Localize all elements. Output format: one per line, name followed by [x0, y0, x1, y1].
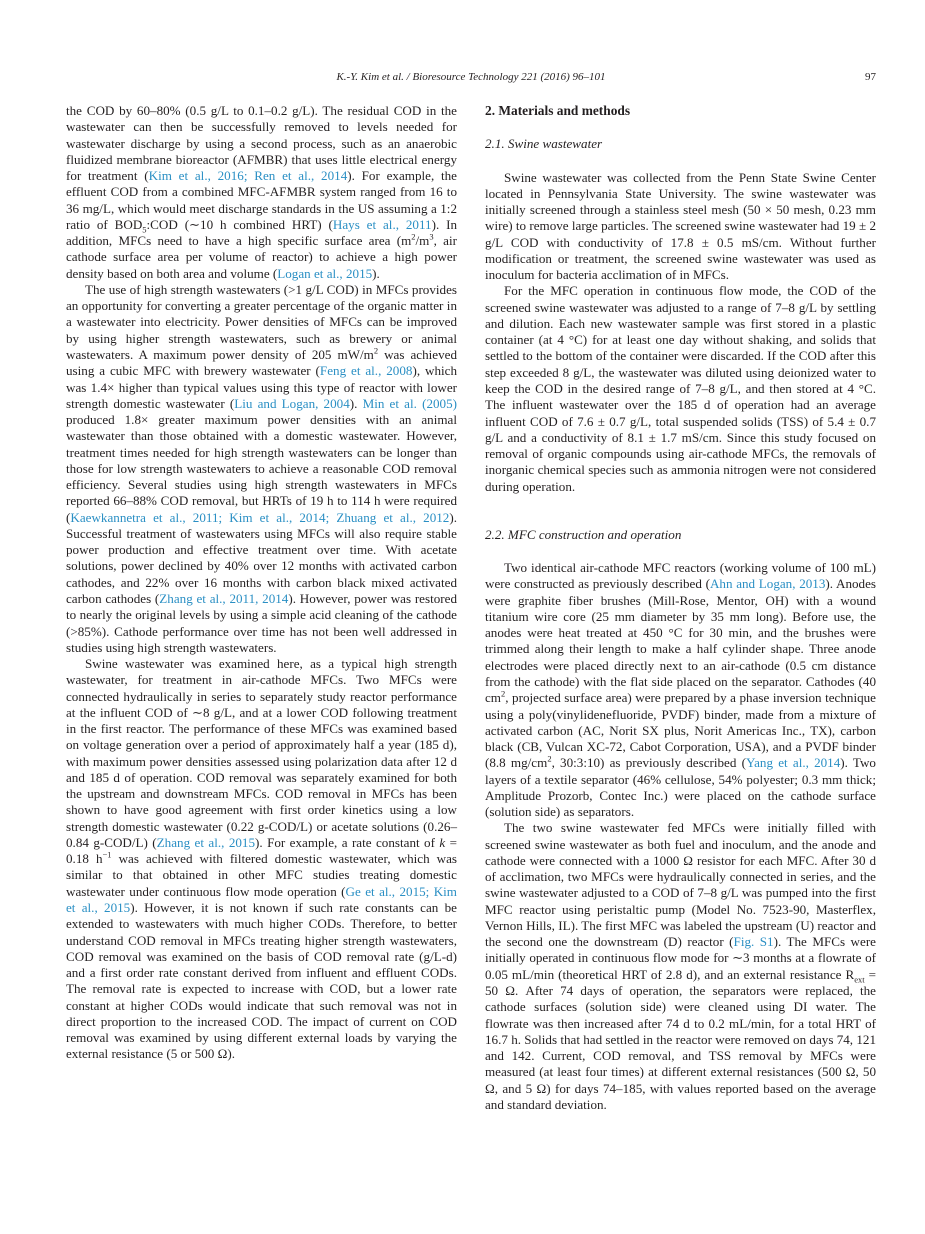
text-run: /m: [415, 233, 430, 249]
superscript: 2: [411, 231, 416, 242]
text-run: was achieved with filtered domestic wastewater, which was similar to that obtained in other MFC studies treating domestic wastewater under continuous flow mode operation (: [66, 851, 458, 899]
text-run: ). Two layers of a textile separator (46% cellulose, 54% polyester; 0.3 mm thick; Amplitude Prozorb, Contec Inc.) were placed on the cathode surface (solution side) as separators.: [485, 755, 876, 820]
subsection-heading: 2.2. MFC construction and operation: [485, 526, 682, 542]
citation-link[interactable]: Zhang et al., 2011, 2014: [159, 590, 289, 606]
citation-link[interactable]: Liu and Logan, 2004: [234, 395, 350, 411]
running-header: K.-Y. Kim et al. / Bioresource Technology 221 (2016) 96–101: [336, 71, 606, 83]
text-run: ). For example, the effluent COD from a combined MFC-AFMBR system ranged from 16 to 36 mg/L, which would meet discharge standards in the US assuming a 1:2 ratio of BOD: [66, 168, 457, 232]
subscript: 5: [142, 224, 147, 235]
body-paragraph: [485, 560, 876, 820]
text-run: was achieved using a cubic MFC with brewery wastewater (: [66, 346, 457, 379]
text-run: Swine wastewater was collected from the Penn State Swine Center located in Pennsylvania State University. The swine wastewater was initially screened through a stainless steel mesh (50 × 50 mesh, 0.23 mm wire) to remove large particles. The screened swine wastewater had 19 ± 2 g/L COD with conductivity of 17.8 ± 0.5 mS/cm. Without further modification or treatment, the screened swine wastewater was used as inoculum for bacteria acclimation of in MFCs.: [485, 169, 876, 283]
subscript: ext: [854, 974, 865, 985]
text-run: For the MFC operation in continuous flow mode, the COD of the screened swine wastewater was adjusted to a range of 7–8 g/L by settling and dilution. Each new wastewater sample was first stored in a plastic container (at 4 °C) for at least one day without shaking, and solids that settled to the bottom of the container were discarded. If the COD after this step exceeded 8 g/L, the wastewater was diluted using deionized water to keep the COD in the desired range of 7–8 g/L, and then stored at 4 °C. The influent wastewater over the 185 d of operation had an average influent COD of 7.6 ± 0.7 g/L, total suspended solids (TSS) of 5.4 ± 0.7 g/L and a conductivity of 8.1 ± 1.7 mS/cm. Since this study focused on removal of organic compounds using air-cathode MFCs, the removals of inorganic chemical species such as ammonia nitrogen were not considered during operation.: [485, 283, 876, 494]
body-paragraph: [485, 820, 876, 1113]
left-column: [66, 103, 457, 1063]
text-run: , 30:3:10) as previously described (: [551, 755, 746, 771]
citation-link[interactable]: Hays et al., 2011: [332, 216, 432, 232]
superscript: 3: [429, 231, 434, 242]
citation-link[interactable]: Ahn and Logan, 2013: [709, 576, 826, 592]
text-run: ). However, it is not known if such rate constants can be extended to wastewaters with much higher CODs. Therefore, to better understand COD removal in MFCs treating higher strength wastewaters, COD removal was examined on the basis of COD removal rate (g/L-d) and a first order rate constant derived from influent and effluent CODs. The removal rate is expected to increase with COD, but a lower rate constant at higher CODs would indicate that such removal was not in direct proportion to the increased COD. The impact of current on COD removal was examined by using different external loads by varying the external resistance (5 or 500 Ω).: [66, 900, 457, 1062]
text-run: ). However, power was restored to nearly the original levels by using a simple acid cleaning of the cathode (>85%). Cathode performance over time has not been well addressed in studies using high strength wastewaters.: [66, 590, 457, 655]
text-run: produced 1.8× greater maximum power densities with an animal wastewater than those obtained with a domestic wastewater. However, treatment times needed for high strength wastewaters can be longer than those for low strength wastewaters to achieve a reasonable COD removal efficiency. Several studies using high strength wastewaters in MFCs reported 66–88% COD removal, but HRTs of 19 h to 114 h were required (: [66, 412, 457, 525]
subsection-heading: 2.1. Swine wastewater: [485, 136, 603, 152]
citation-link[interactable]: Ge et al., 2015; Kim et al., 2015: [66, 883, 457, 916]
text-run: The use of high strength wastewaters (>1 g/L COD) in MFCs provides an opportunity for converting a greater percentage of the organic matter in a wastewater into electricity. Power densities of MFCs can be improved by using higher strength wastewaters, such as brewery or animal wastewaters. A maximum power density of 205 mW/m: [66, 281, 457, 362]
superscript: 2: [547, 753, 552, 764]
citation-link[interactable]: Zhang et al., 2015: [156, 834, 256, 850]
citation-link[interactable]: Feng et al., 2008: [319, 363, 413, 379]
body-paragraph: [485, 283, 876, 494]
text-run: Swine wastewater was examined here, as a typical high strength wastewater, for treatment in air-cathode MFCs. Two MFCs were connected hydraulically in series to separately study reactor performance at the influent COD of ∼8 g/L, and at a lower COD following treatment in the first reactor. The performance of these MFCs was examined based on voltage generation over a period of approximately half a year (185 d), with maximum power densities assessed using polarization data after 12 d and 185 d of operation. COD removal was separately examined for both the upstream and downstream MFCs. COD removal in MFCs has been shown to have good agreement with first order kinetics using a low strength domestic wastewater (0.22 g-COD/L) or acetate solutions (0.26–0.84 g-COD/L) (: [66, 656, 457, 850]
text-run: ).: [372, 265, 380, 281]
superscript: −1: [102, 849, 112, 860]
citation-link[interactable]: Logan et al., 2015: [277, 265, 373, 281]
text-run: ), which was 1.4× higher than typical values using this type of reactor with lower strength domestic wastewater (: [66, 363, 457, 411]
text-run: ).: [349, 395, 363, 411]
text-run: The two swine wastewater fed MFCs were initially filled with screened swine wastewater as both fuel and inoculum, and the anode and cathode were connected with a 1000 Ω resistor for each MFC. After 30 d of acclimation, two MFCs were hydraulically connected in series, and the swine wastewater adjusted to a COD of 7–8 g/L was pumped into the first MFC reactor using peristaltic pump (Model No. 7523-90, Masterflex, Vernon Hills, IL). The first MFC was labeled the upstream (U) reactor and the second one the downstream (D) reactor (: [485, 820, 876, 950]
page-number: 97: [865, 71, 876, 83]
text-run: ). Anodes were graphite fiber brushes (Mill-Rose, Mentor, OH) with a wound titanium wire core (25 mm diameter by 35 mm long). Before use, the anodes were heat treated at 450 °C for 30 min, and the brushes were trimmed along their length to make a half cylinder shape. Three anode electrodes were placed directly next to an air-cathode (0.5 cm distance from the cathode) with the flat side placed on the separator. Cathodes (40 cm: [485, 576, 876, 706]
body-paragraph: [66, 282, 457, 656]
citation-link[interactable]: Kim et al., 2016; Ren et al., 2014: [148, 168, 348, 184]
text-run: ). Successful treatment of wastewaters using MFCs will also require stable power production and effective treatment over time. With acetate solutions, power declined by 40% over 12 months with activated carbon cathodes, and 22% over 16 months with carbon black mixed activated carbon cathodes (: [66, 509, 457, 606]
text-run: :COD (∼10 h combined HRT) (: [146, 216, 333, 232]
section-heading: 2. Materials and methods: [485, 103, 631, 118]
text-run: ). The MFCs were initially operated in continuous flow mode for ∼3 months at a flowrate of 0.05 mL/min (theoretical HRT of 2.8 d), and an external resistance R: [485, 934, 876, 982]
text-run: ). In addition, MFCs need to have a high specific surface area (m: [66, 216, 457, 249]
citation-link[interactable]: Kaewkannetra et al., 2011; Kim et al., 2014; Zhuang et al., 2012: [70, 509, 450, 525]
superscript: 2: [373, 345, 379, 356]
right-column: [485, 103, 876, 1113]
text-run: Two identical air-cathode MFC reactors (working volume of 100 mL) were constructed as previously described (: [485, 560, 876, 592]
text-run: = 0.18 h: [66, 834, 457, 867]
citation-link[interactable]: Min et al. (2005): [362, 395, 457, 411]
body-paragraph: [66, 656, 457, 1063]
text-run: = 50 Ω. After 74 days of operation, the separators were replaced, the cathode surfaces (solution side) were cleaned using DI water. The flowrate was then increased after 74 d to 0.2 mL/min, for a total HRT of 16.7 h. Solids that had settled in the reactor were removed on days 74, 121 and 142. Current, COD removal, and TSS removal by MFCs were measured (at least four times) at different external resistances (500 Ω, 50 Ω, and 5 Ω) for days 74–185, with values reported based on the average and standard deviation.: [485, 966, 876, 1112]
text-run: the COD by 60–80% (0.5 g/L to 0.1–0.2 g/L). The residual COD in the wastewater can then be successfully removed to levels needed for wastewater discharge by using a second process, such as an anaerobic fluidized membrane bioreactor (AFMBR) that uses little electrical energy for treatment (: [66, 103, 457, 184]
text-run: , projected surface area) were prepared by a phase inversion technique using a poly(vinylidenefluoride, PVDF) binder, made from a mixture of activated carbon (AC, Norit SX plus, Norit Americas Inc., TX), carbon black (CB, Vulcan XC-72, Cabot Corporation, USA), and a PVDF binder (8.8 mg/cm: [485, 690, 876, 771]
italic-variable: k: [439, 834, 446, 850]
superscript: 2: [501, 688, 506, 699]
citation-link[interactable]: Fig. S1: [733, 934, 774, 950]
text-run: , air cathode surface area per volume of reactor) to achieve a high power density based on both area and volume (: [66, 233, 457, 281]
text-run: ). For example, a rate constant of: [255, 834, 440, 850]
body-paragraph: [66, 103, 457, 282]
body-paragraph: [485, 170, 876, 284]
citation-link[interactable]: Yang et al., 2014: [745, 755, 841, 771]
